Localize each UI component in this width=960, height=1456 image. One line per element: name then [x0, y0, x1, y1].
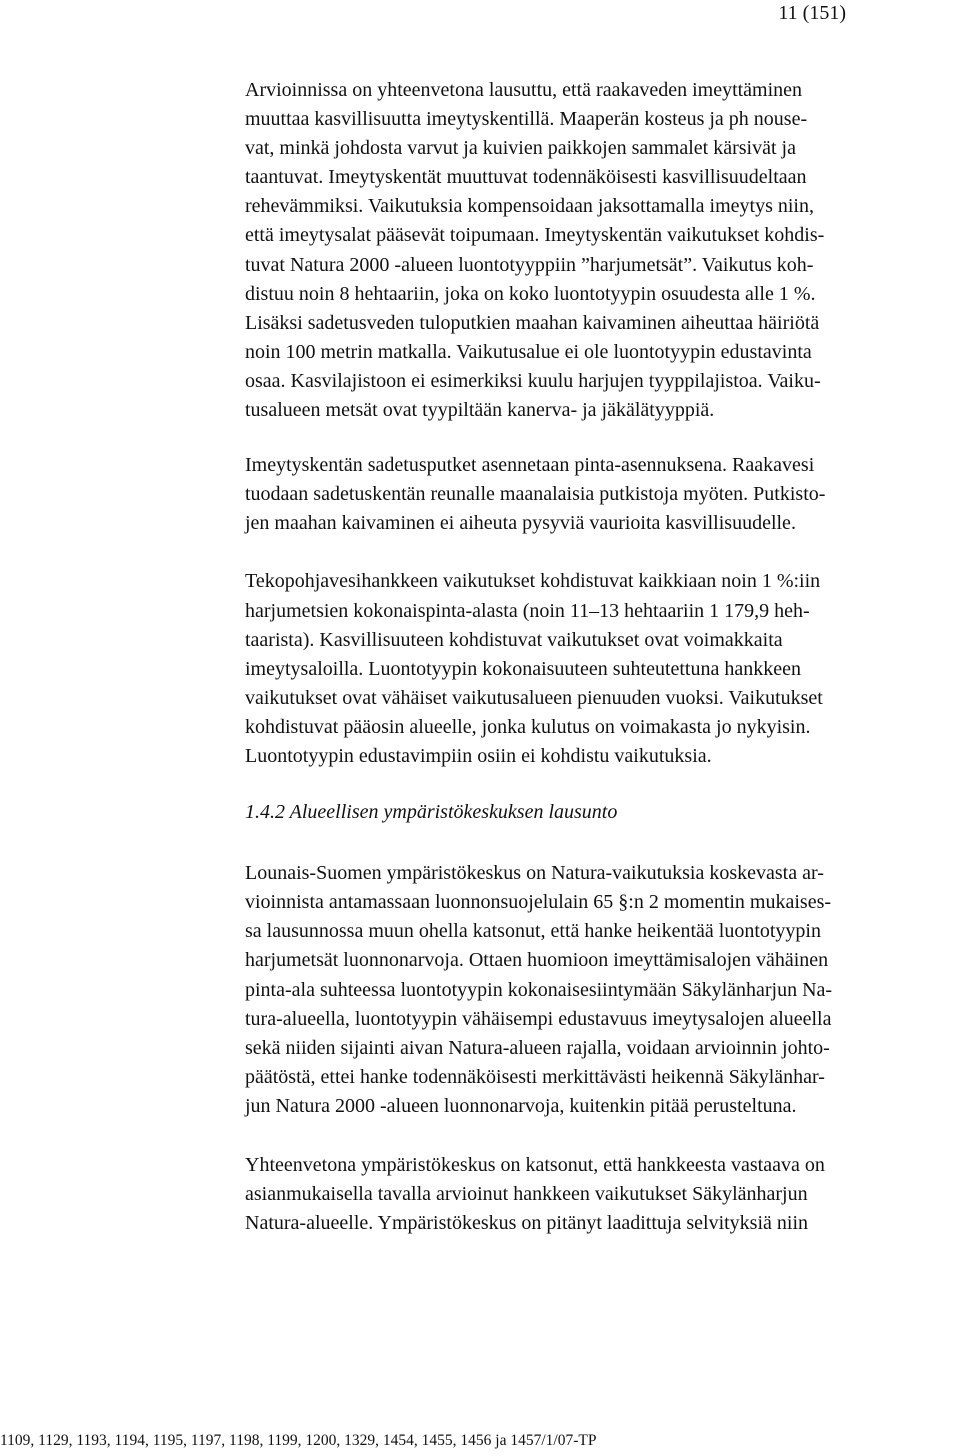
- paragraph-summary-conclusion: [245, 1151, 945, 1238]
- text-line: harjumetsien kokonaispinta-alasta (noin 11–13 hehtaariin 1 179,9 heh-: [245, 599, 810, 622]
- text-line: tuodaan sadetuskentän reunalle maanalaisia putkistoja myöten. Putkisto-: [245, 483, 826, 506]
- text-line: vat, minkä johdosta varvut ja kuivien paikkojen sammalet kärsivät ja: [245, 137, 796, 160]
- text-line: sa lausunnossa muun ohella katsonut, että hanke heikentää luontotyypin: [245, 920, 821, 943]
- section-heading-text: 1.4.2 Alueellisen ympäristökeskuksen lausunto: [245, 801, 618, 824]
- text-line: muuttaa kasvillisuutta imeytyskentillä. Maaperän kosteus ja ph nouse-: [245, 108, 808, 131]
- text-line: vaikutukset ovat vähäiset vaikutusalueen pienuuden vuoksi. Vaikutukset: [245, 686, 823, 709]
- text-line: noin 100 metrin matkalla. Vaikutusalue ei ole luontotyypin edustavinta: [245, 340, 812, 363]
- page-number: 11 (151): [778, 2, 846, 24]
- document-body: [245, 76, 945, 1238]
- text-line: Tekopohjavesihankkeen vaikutukset kohdistuvat kaikkiaan noin 1 %:iin: [245, 570, 821, 593]
- text-line: Imeytyskentän sadetusputket asennetaan pinta-asennuksena. Raakavesi: [245, 454, 815, 477]
- text-line: tuvat Natura 2000 -alueen luontotyyppiin ”harjumetsät”. Vaikutus koh-: [245, 253, 814, 276]
- text-line: Natura-alueelle. Ympäristökeskus on pitänyt laadittuja selvityksiä niin: [245, 1212, 809, 1235]
- text-line: taarista). Kasvillisuuteen kohdistuvat vaikutukset ovat voimakkaita: [245, 628, 783, 651]
- text-line: Lounais-Suomen ympäristökeskus on Natura-vaikutuksia koskevasta ar-: [245, 862, 824, 885]
- paragraph-sprinkler-pipes: [245, 451, 945, 538]
- text-line: vioinnista antamassaan luonnonsuojelulain 65 §:n 2 momentin mukaises-: [245, 891, 832, 914]
- text-line: osaa. Kasvilajistoon ei esimerkiksi kuulu harjujen tyyppilajistoa. Vaiku-: [245, 369, 821, 392]
- paragraph-environment-centre-statement: [245, 859, 945, 1121]
- section-heading: [245, 798, 945, 827]
- paragraph-project-impacts: [245, 567, 945, 771]
- text-line: rehevämmiksi. Vaikutuksia kompensoidaan jaksottamalla imeytys niin,: [245, 195, 814, 218]
- text-line: Arvioinnissa on yhteenvetona lausuttu, että raakaveden imeyttäminen: [245, 79, 803, 101]
- text-line: jun Natura 2000 -alueen luonnonarvoja, kuitenkin pitää perusteltuna.: [245, 1094, 797, 1117]
- text-line: sekä niiden sijainti aivan Natura-alueen rajalla, voidaan arvioinnin johto-: [245, 1036, 830, 1059]
- text-line: harjumetsät luonnonarvoja. Ottaen huomioon imeyttämisalojen vähäinen: [245, 949, 829, 972]
- text-line: Lisäksi sadetusveden tuloputkien maahan kaivaminen aiheuttaa häiriötä: [245, 311, 820, 334]
- text-line: taantuvat. Imeytyskentät muuttuvat todennäköisesti kasvillisuudeltaan: [245, 166, 807, 189]
- paragraph-assessment-summary: [245, 76, 945, 425]
- text-line: pinta-ala suhteessa luontotyypin kokonaisesiintymään Säkylänharjun Na-: [245, 978, 833, 1001]
- text-line: tusalueen metsät ovat tyypiltään kanerva- ja jäkälätyyppiä.: [245, 399, 715, 422]
- text-line: kohdistuvat pääosin alueelle, jonka kulutus on voimakasta jo nykyisin.: [245, 715, 811, 738]
- text-line: asianmukaisella tavalla arvioinut hankkeen vaikutukset Säkylänharjun: [245, 1183, 808, 1206]
- text-line: tura-alueella, luontotyypin vähäisempi edustavuus imeytysalojen alueella: [245, 1007, 832, 1030]
- text-line: että imeytysalat pääsevät toipumaan. Imeytyskentän vaikutukset kohdis-: [245, 224, 825, 247]
- text-line: Yhteenvetona ympäristökeskus on katsonut, että hankkeesta vastaava on: [245, 1154, 825, 1176]
- text-line: jen maahan kaivaminen ei aiheuta pysyviä vaurioita kasvillisuudelle.: [245, 512, 796, 535]
- text-line: distuu noin 8 hehtaariin, joka on koko luontotyypin osuudesta alle 1 %.: [245, 282, 816, 305]
- text-line: imeytysaloilla. Luontotyypin kokonaisuuteen suhteutettuna hankkeen: [245, 657, 801, 680]
- footer-reference: 1109, 1129, 1193, 1194, 1195, 1197, 1198, 1199, 1200, 1329, 1454, 1455, 1456 ja 1457/1/07-TP: [0, 1432, 597, 1449]
- text-line: päätöstä, ettei hanke todennäköisesti merkittävästi heikennä Säkylänhar-: [245, 1065, 825, 1088]
- text-line: Luontotyypin edustavimpiin osiin ei kohdistu vaikutuksia.: [245, 744, 712, 767]
